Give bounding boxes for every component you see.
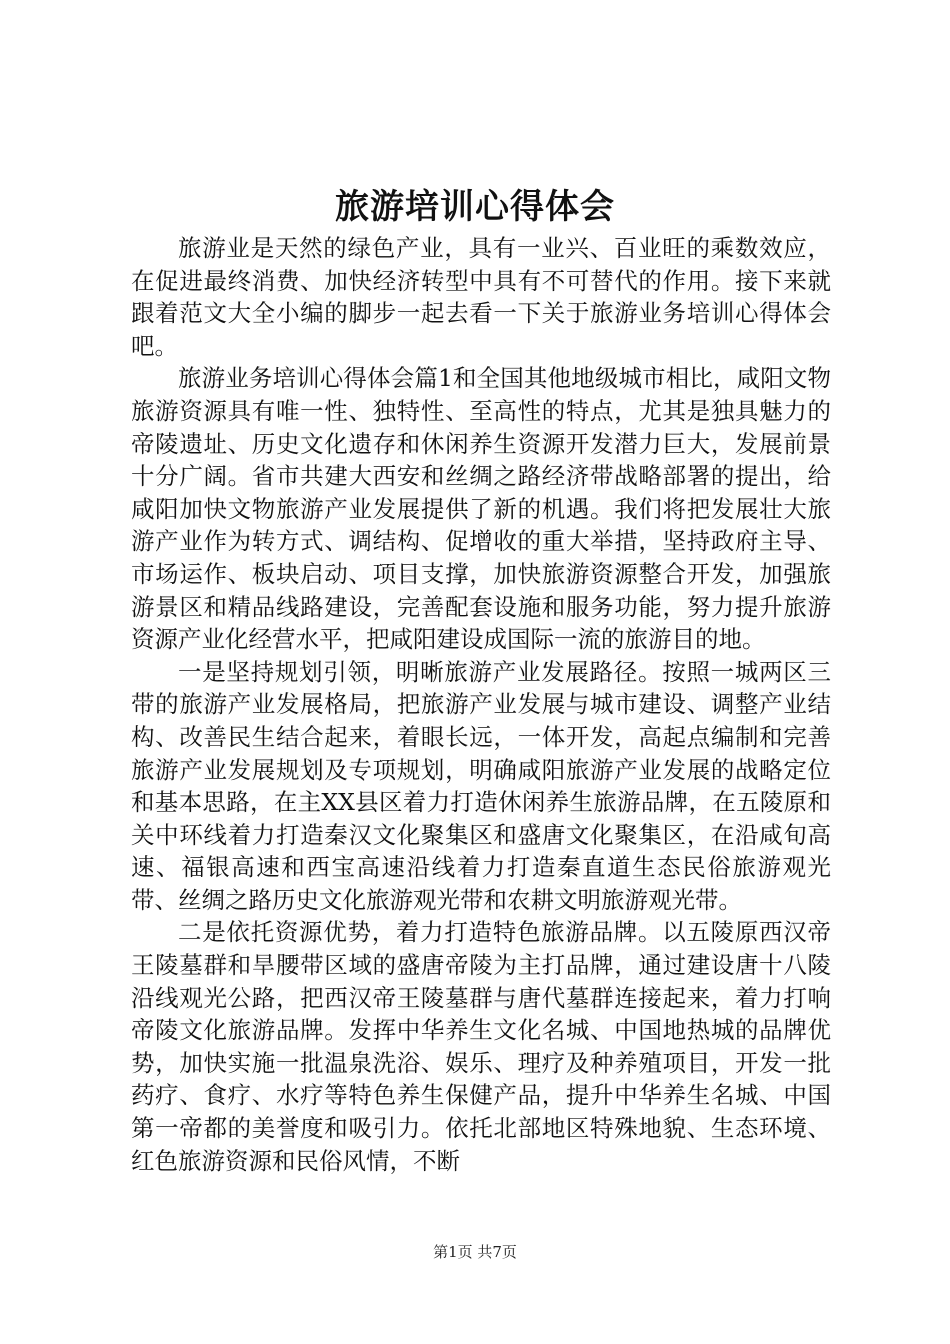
paragraph-point-1: 一是坚持规划引领，明晰旅游产业发展路径。按照一城两区三带的旅游产业发展格局，把旅游产业发展与城市建设、调整产业结构、改善民生结合起来，着眼长远，一体开发，高起点编制和完善旅游产业发展规划及专项规划，明确咸阳旅游产业发展的战略定位和基本思路，在主XX县区着力打造休闲养生旅游品牌，在五陵原和关中环线着力打造秦汉文化聚集区和盛唐文化聚集区，在沿咸旬高速、福银高速和西宝高速沿线着力打造秦直道生态民俗旅游观光带、丝绸之路历史文化旅游观光带和农耕文明旅游观光带。 [131,657,831,914]
paragraph-intro: 旅游业是天然的绿色产业，具有一业兴、百业旺的乘数效应，在促进最终消费、加快经济转型中具有不可替代的作用。接下来就跟着范文大全小编的脚步一起去看一下关于旅游业务培训心得体会吧。 [131,234,831,360]
paragraph-article-1: 旅游业务培训心得体会篇1和全国其他地级城市相比，咸阳文物旅游资源具有唯一性、独特性、至高性的特点，尤其是独具魅力的帝陵遗址、历史文化遗存和休闲养生资源开发潜力巨大，发展前景十分广阔。省市共建大西安和丝绸之路经济带战略部署的提出，给咸阳加快文物旅游产业发展提供了新的机遇。我们将把发展壮大旅游产业作为转方式、调结构、促增收的重大举措，坚持政府主导、市场运作、板块启动、项目支撑，加快旅游资源整合开发，加强旅游景区和精品线路建设，完善配套设施和服务功能，努力提升旅游资源产业化经营水平，把咸阳建设成国际一流的旅游目的地。 [131,364,831,654]
document-title: 旅游培训心得体会 [335,187,615,227]
paragraph-point-2: 二是依托资源优势，着力打造特色旅游品牌。以五陵原西汉帝王陵墓群和旱腰带区域的盛唐帝陵为主打品牌，通过建设唐十八陵沿线观光公路，把西汉帝王陵墓群与唐代墓群连接起来，着力打响帝陵文化旅游品牌。发挥中华养生文化名城、中国地热城的品牌优势，加快实施一批温泉洗浴、娱乐、理疗及种养殖项目，开发一批药疗、食疗、水疗等特色养生保健产品，提升中华养生名城、中国第一帝都的美誉度和吸引力。依托北部地区特殊地貌、生态环境、红色旅游资源和民俗风情，不断 [131,918,831,1175]
document-body [131,232,831,1177]
page-number-footer: 第1页 共7页 [433,1243,517,1261]
